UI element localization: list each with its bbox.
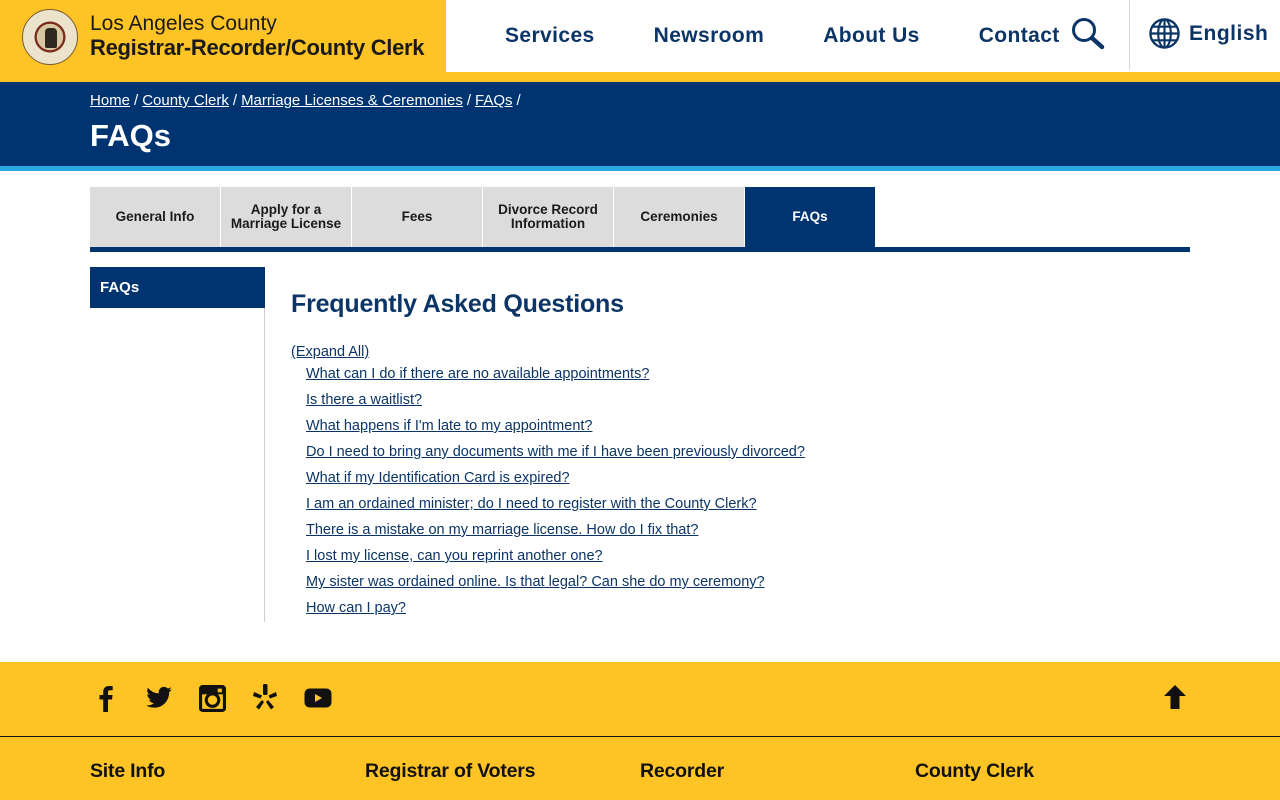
sidebar-item-faqs[interactable]: FAQs [90, 267, 265, 308]
list-item [306, 598, 805, 624]
site-footer [0, 662, 1280, 800]
nav-services[interactable]: Services [505, 24, 595, 47]
footer-heading-registrar-of-voters[interactable]: Registrar of Voters [365, 760, 536, 782]
county-seal-logo [22, 9, 78, 65]
nav-divider [1129, 0, 1130, 70]
list-item [306, 390, 805, 416]
breadcrumb-faqs[interactable]: FAQs [475, 92, 513, 109]
page-banner [0, 82, 1280, 166]
nav-about-us[interactable]: About Us [823, 24, 920, 47]
list-item [306, 364, 805, 390]
faq-question-link[interactable]: My sister was ordained online. Is that legal? Can she do my ceremony? [306, 574, 765, 590]
search-button[interactable] [1068, 14, 1108, 54]
tab-divorce-record-information[interactable]: Divorce Record Information [483, 187, 613, 247]
tab-underline-bar [90, 247, 1190, 252]
list-item [306, 494, 805, 520]
instagram-icon [199, 685, 226, 712]
faq-question-link[interactable]: Do I need to bring any documents with me if I have been previously divorced? [306, 444, 805, 460]
tab-fees[interactable]: Fees [352, 187, 482, 247]
expand-all-link[interactable]: (Expand All) [291, 344, 370, 360]
instagram-link[interactable] [198, 684, 226, 712]
youtube-link[interactable] [304, 684, 332, 712]
faq-question-link[interactable]: What can I do if there are no available appointments? [306, 366, 650, 382]
list-item [306, 546, 805, 572]
footer-heading-recorder[interactable]: Recorder [640, 760, 725, 782]
breadcrumb-county-clerk[interactable]: County Clerk [142, 92, 229, 109]
footer-divider [0, 736, 1280, 737]
main-nav [446, 0, 1060, 72]
faq-question-link[interactable]: What if my Identification Card is expired? [306, 470, 570, 486]
nav-newsroom[interactable]: Newsroom [653, 24, 765, 47]
yelp-icon [252, 684, 278, 712]
social-links [92, 684, 357, 712]
twitter-icon [145, 684, 173, 712]
globe-icon [1148, 17, 1181, 50]
org-name-line2: Registrar-Recorder/County Clerk [90, 35, 425, 60]
section-heading: Frequently Asked Questions [291, 290, 624, 318]
banner-accent-bar [0, 166, 1280, 171]
twitter-link[interactable] [145, 684, 173, 712]
footer-heading-site-info[interactable]: Site Info [90, 760, 166, 782]
faq-question-link[interactable]: I am an ordained minister; do I need to register with the County Clerk? [306, 496, 757, 512]
faq-question-link[interactable]: How can I pay? [306, 600, 406, 616]
facebook-link[interactable] [92, 684, 120, 712]
breadcrumb-marriage-licenses[interactable]: Marriage Licenses & Ceremonies [241, 92, 463, 109]
yelp-link[interactable] [251, 684, 279, 712]
list-item [306, 572, 805, 598]
section-tabs [90, 187, 1190, 252]
brand-block[interactable] [0, 0, 446, 82]
facebook-icon [92, 684, 120, 712]
list-item [306, 416, 805, 442]
header-gold-strip [0, 72, 1280, 82]
list-item [306, 442, 805, 468]
breadcrumb: Home / County Clerk / Marriage Licenses & Ceremonies / FAQs / [90, 92, 521, 109]
list-item [306, 520, 805, 546]
tab-faqs[interactable]: FAQs [745, 187, 875, 247]
search-icon [1068, 14, 1108, 54]
nav-contact[interactable]: Contact [978, 24, 1060, 47]
page-title: FAQs [90, 118, 171, 153]
faq-question-link[interactable]: I lost my license, can you reprint another one? [306, 548, 603, 564]
faq-list [306, 364, 805, 624]
breadcrumb-home[interactable]: Home [90, 92, 131, 109]
youtube-icon [304, 687, 332, 709]
arrow-up-icon [1162, 684, 1188, 712]
footer-heading-county-clerk[interactable]: County Clerk [915, 760, 1034, 782]
tab-apply-marriage-license[interactable]: Apply for a Marriage License [221, 187, 351, 247]
back-to-top-button[interactable] [1162, 684, 1188, 712]
tab-ceremonies[interactable]: Ceremonies [614, 187, 744, 247]
language-label: English [1189, 21, 1269, 45]
side-nav [90, 267, 265, 622]
tab-general-info[interactable]: General Info [90, 187, 220, 247]
list-item [306, 468, 805, 494]
faq-question-link[interactable]: Is there a waitlist? [306, 392, 423, 408]
faq-question-link[interactable]: There is a mistake on my marriage license. How do I fix that? [306, 522, 699, 538]
org-name-line1: Los Angeles County [90, 12, 277, 35]
main-content [291, 290, 1191, 616]
faq-question-link[interactable]: What happens if I'm late to my appointment? [306, 418, 593, 434]
language-selector[interactable] [1148, 17, 1268, 50]
site-header [0, 0, 1280, 72]
